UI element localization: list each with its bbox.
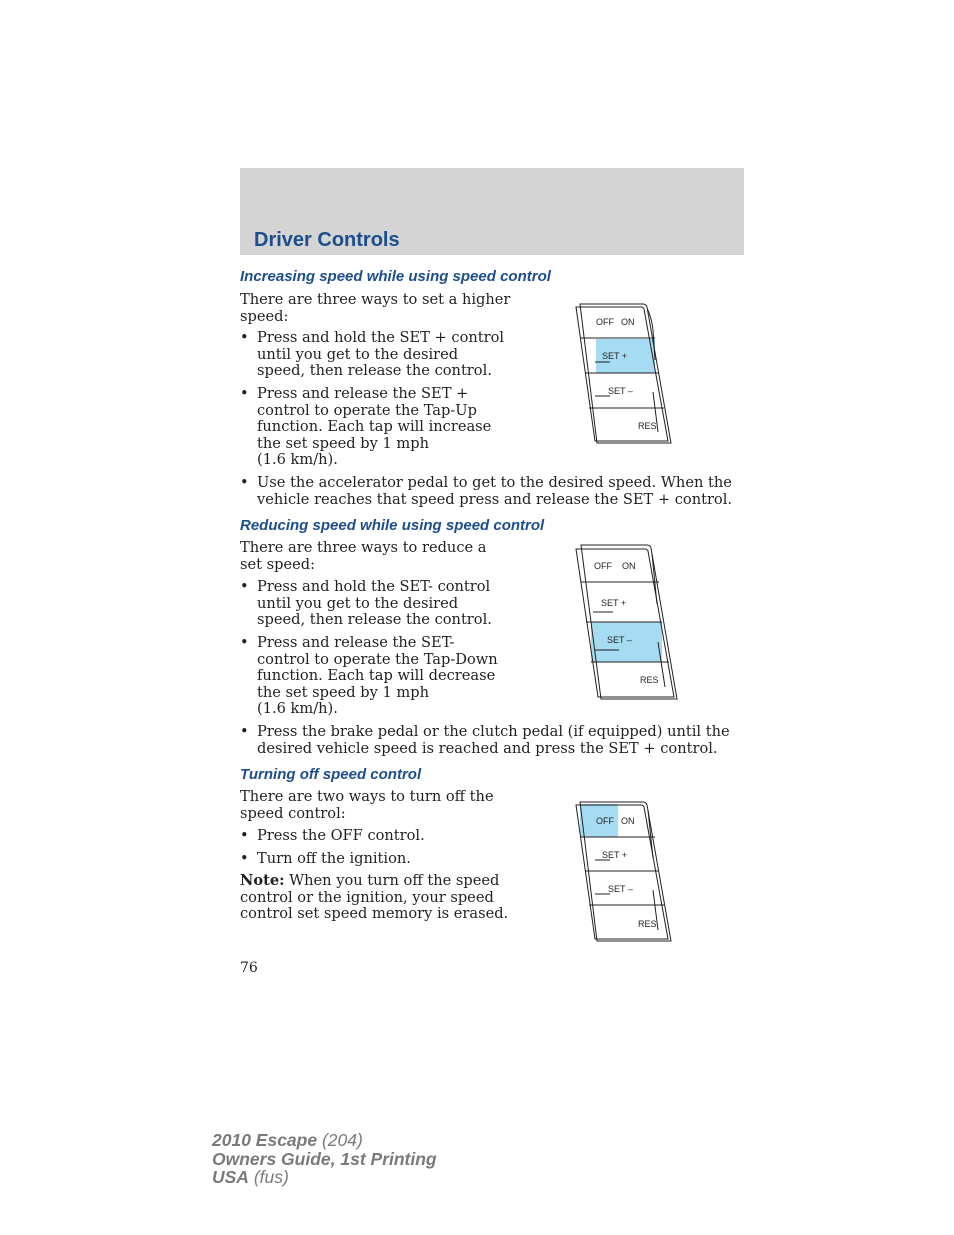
- off-label: OFF: [596, 317, 614, 327]
- list-item: Turn off the ignition.: [257, 850, 411, 867]
- res-label: RES: [638, 919, 657, 929]
- set-minus-label: SET –: [608, 386, 633, 396]
- off-label: OFF: [596, 816, 614, 826]
- heading-turning-off: Turning off speed control: [240, 766, 422, 783]
- list-item: Press and hold the SET + control until you get to the desired speed, then release the control.: [257, 329, 505, 380]
- set-plus-label: SET +: [602, 850, 628, 860]
- list-item: Press the OFF control.: [257, 827, 425, 844]
- on-label: ON: [621, 317, 635, 327]
- list-item: Use the accelerator pedal to get to the desired speed. When the vehicle reaches that speed press and release the SET + control.: [257, 474, 733, 508]
- bullet-marker: •: [240, 578, 249, 595]
- paragraph-intro-increase: There are three ways to set a higher speed:: [240, 291, 511, 325]
- set-minus-label: SET –: [608, 884, 633, 894]
- page-number: 76: [240, 960, 258, 976]
- bullet-marker: •: [240, 850, 249, 867]
- bullet-marker: •: [240, 474, 249, 491]
- speed-control-switch-diagram-set-plus: [575, 300, 675, 445]
- speed-control-switch-diagram-set-minus: [575, 542, 680, 702]
- note-paragraph: Note: When you turn off the speed control or the ignition, your speed control set speed memory is erased.: [240, 872, 509, 923]
- list-item: Press the brake pedal or the clutch pedal (if equipped) until the desired vehicle speed is reached and press the SET + control.: [257, 723, 730, 757]
- off-label: OFF: [594, 561, 612, 571]
- section-header-band: [240, 168, 744, 255]
- paragraph-intro-reduce: There are three ways to reduce a set speed:: [240, 539, 487, 573]
- paragraph-intro-turn-off: There are two ways to turn off the speed control:: [240, 788, 494, 822]
- list-item: Press and release the SET + control to operate the Tap-Up function. Each tap will increase the set speed by 1 mph (1.6 km/h).: [257, 385, 492, 469]
- bullet-marker: •: [240, 385, 249, 402]
- list-item: Press and release the SET- control to operate the Tap-Down function. Each tap will decrease the set speed by 1 mph (1.6 km/h).: [257, 634, 498, 718]
- heading-increasing-speed: Increasing speed while using speed control: [240, 268, 551, 285]
- set-plus-label: SET +: [602, 351, 628, 361]
- set-plus-label: SET +: [601, 598, 627, 608]
- note-label: Note:: [240, 872, 285, 889]
- set-minus-label: SET –: [607, 635, 632, 645]
- speed-control-switch-diagram-off: [575, 798, 675, 943]
- on-label: ON: [622, 561, 636, 571]
- document-footer: 2010 Escape (204) Owners Guide, 1st Printing USA (fus): [212, 1130, 437, 1187]
- list-item: Press and hold the SET- control until you get to the desired speed, then release the control.: [257, 578, 492, 629]
- bullet-marker: •: [240, 634, 249, 651]
- heading-reducing-speed: Reducing speed while using speed control: [240, 517, 545, 534]
- bullet-marker: •: [240, 827, 249, 844]
- on-label: ON: [621, 816, 635, 826]
- res-label: RES: [638, 421, 657, 431]
- bullet-marker: •: [240, 329, 249, 346]
- section-title: Driver Controls: [254, 229, 400, 251]
- res-label: RES: [640, 675, 659, 685]
- bullet-marker: •: [240, 723, 249, 740]
